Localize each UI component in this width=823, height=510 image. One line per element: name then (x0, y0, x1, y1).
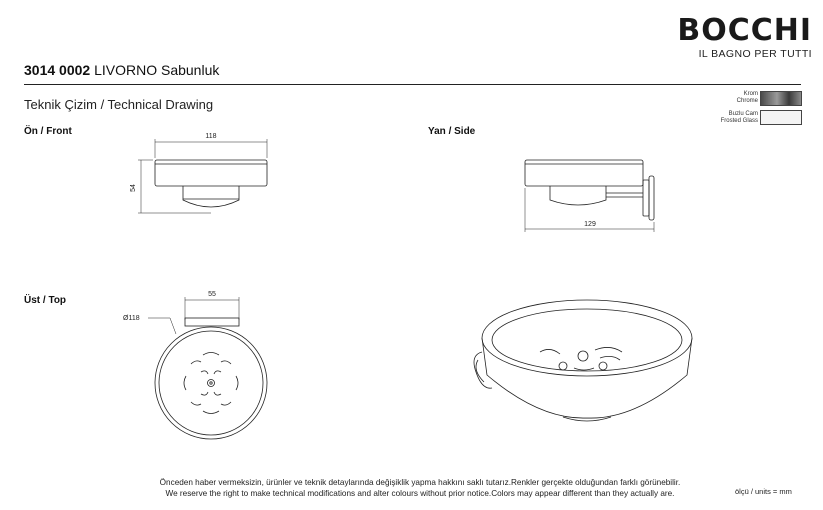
disclaimer (100, 477, 740, 499)
disclaimer-tr: Önceden haber vermeksizin, ürünler ve teknik detaylarında değişiklik yapma hakkını saklı tutarız.Renkler gerçekte olduğundan farklı görünebilir. (159, 478, 681, 487)
brand-tagline: IL BAGNO PER TUTTI (698, 48, 812, 60)
brand-name: BOCCHI (677, 13, 812, 48)
units-note: ölçü / units = mm (735, 487, 792, 496)
front-height-dimension: 54 (130, 184, 137, 192)
front-view-label: Ön / Front (24, 126, 72, 137)
front-width-dimension: 118 (205, 133, 217, 140)
side-view-label: Yan / Side (428, 126, 476, 137)
top-view-label: Üst / Top (24, 295, 67, 306)
top-diameter-dimension: Ø118 (123, 315, 140, 322)
legend-chrome-en: Chrome (736, 98, 758, 104)
isometric-view-drawing (474, 300, 692, 421)
legend-chrome-tr: Krom (743, 91, 758, 97)
product-name: LIVORNO Sabunluk (94, 62, 220, 78)
section-title: Teknik Çizim / Technical Drawing (24, 97, 214, 112)
product-code: 3014 0002 (24, 62, 91, 78)
disclaimer-en: We reserve the right to make technical modifications and alter colours without prior notice.Colors may appear different than they actually are. (165, 489, 675, 498)
side-depth-dimension: 129 (584, 221, 596, 228)
top-view-drawing (148, 297, 267, 439)
legend-glass-tr: Buzlu Cam (728, 111, 758, 117)
legend-glass-en: Frosted Glass (720, 118, 758, 124)
front-view-drawing (138, 139, 267, 213)
top-width-dimension: 55 (208, 291, 216, 298)
